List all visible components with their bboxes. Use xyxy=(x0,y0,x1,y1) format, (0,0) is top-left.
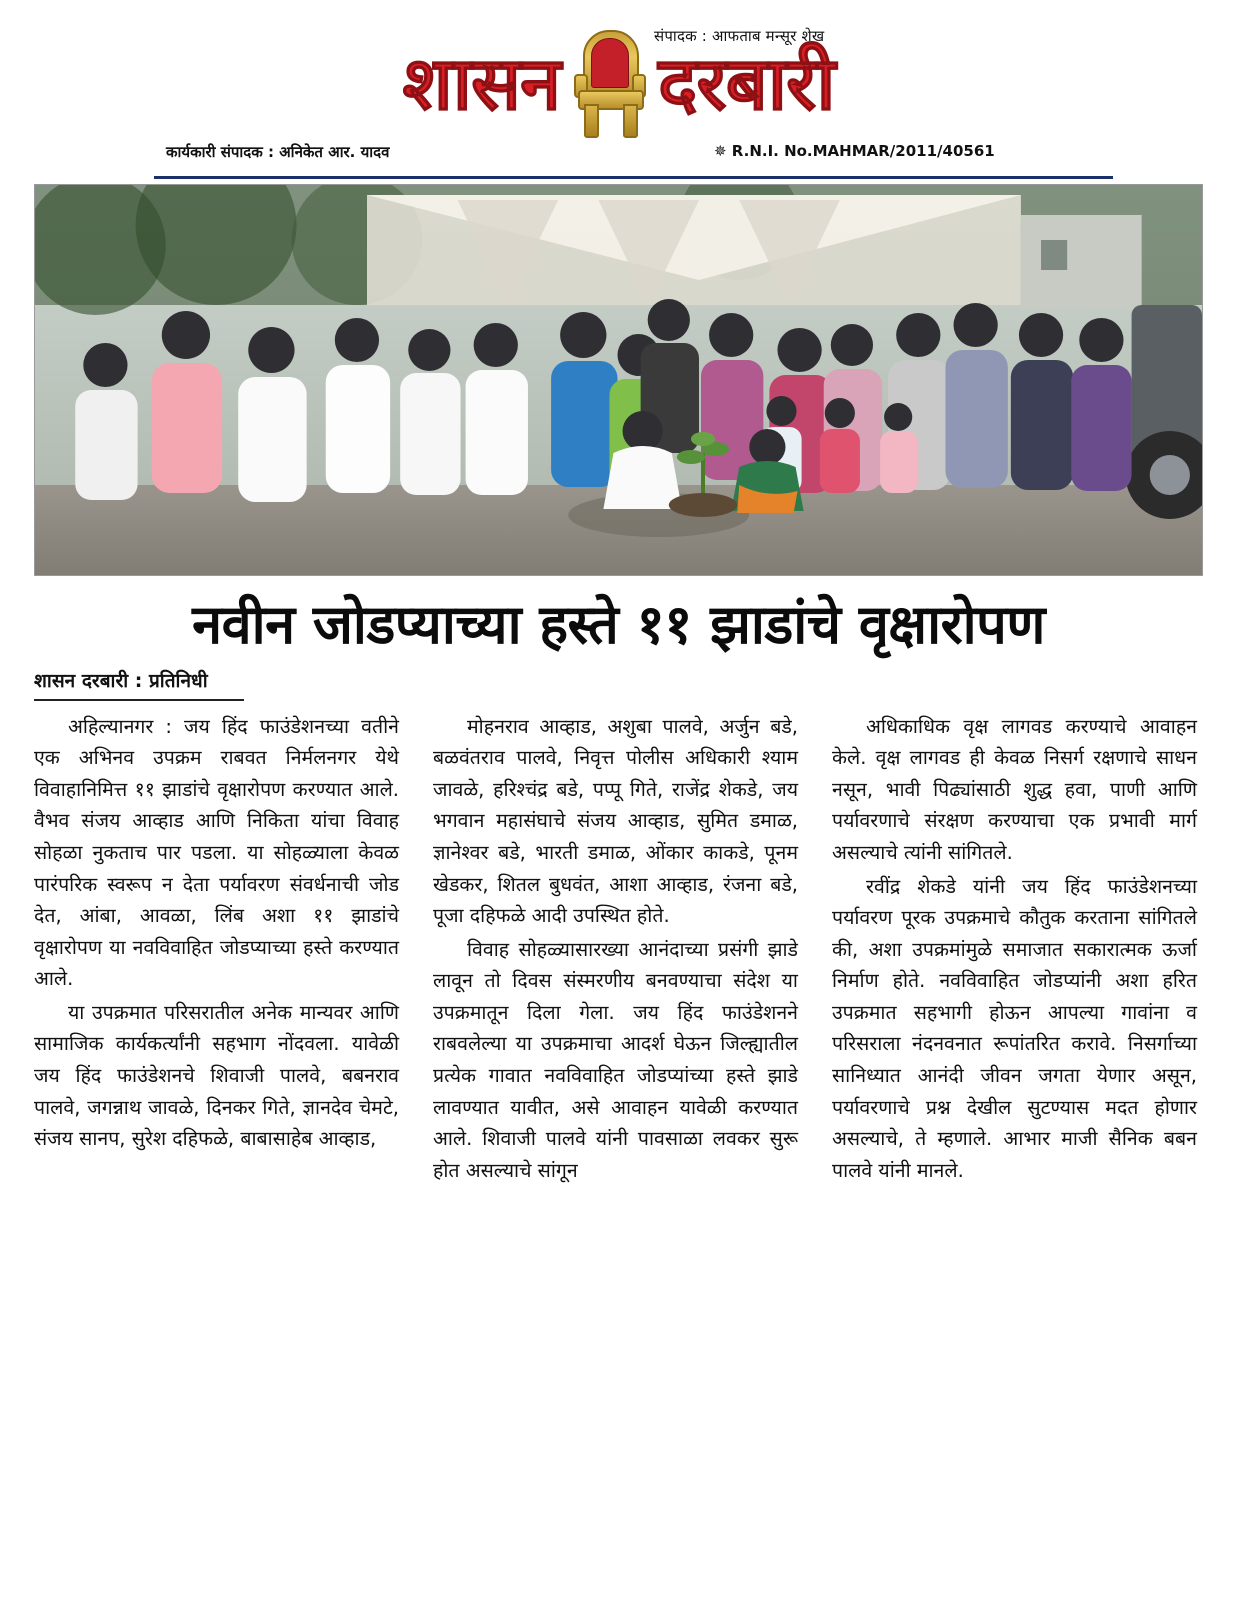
article-column-3 xyxy=(832,711,1197,1189)
paragraph: मोहनराव आव्हाड, अशुबा पालवे, अर्जुन बडे, बळवंतराव पालवे, निवृत्त पोलीस अधिकारी श्याम जावळे, हरिश्चंद्र बडे, पप्पू गिते, राजेंद्र शेकडे, जय भगवान महासंघाचे संजय आव्हाड, सुमित डमाळ, ज्ञानेश्वर बडे, भारती डमाळ, ओंकार काकडे, पूनम खेडकर, शितल बुधवंत, आशा आव्हाड, रंजना बडे, पूजा दहिफळे आदी उपस्थित होते. xyxy=(433,714,798,928)
masthead-logo xyxy=(34,8,1203,138)
article-column-1 xyxy=(34,711,399,1189)
article-byline: शासन दरबारी : प्रतिनिधी xyxy=(34,669,208,692)
article-photo xyxy=(34,184,1203,576)
photo-illustration xyxy=(35,185,1202,575)
article-column-2 xyxy=(433,711,798,1189)
byline-divider xyxy=(34,699,244,701)
article-headline: नवीन जोडप्याच्या हस्ते ११ झाडांचे वृक्षारोपण xyxy=(192,593,1045,656)
paragraph: रवींद्र शेकडे यांनी जय हिंद फाउंडेशनच्या पर्यावरण पूरक उपक्रमाचे कौतुक करताना सांगितले की, अशा उपक्रमांमुळे समाजात सकारात्मक ऊर्जा निर्माण होते. नवविवाहित जोडप्यांनी अशा हरित उपक्रमात सहभागी होऊन आपल्या गावांना व परिसराला नंदनवनात रूपांतरित करावे. निसर्गाच्या सानिध्यात आनंदी जीवन जगता येणार असून, पर्यावरणाचे प्रश्न देखील सुटण्यास मदत होणार असल्याचे, ते म्हणाले. आभार माजी सैनिक बबन पालवे यांनी मानले. xyxy=(832,874,1197,1182)
article-columns xyxy=(34,711,1203,1189)
paragraph: या उपक्रमात परिसरातील अनेक मान्यवर आणि सामाजिक कार्यकर्त्यांनी सहभाग नोंदवला. यावेळी जय हिंद फाउंडेशनचे शिवाजी पालवे, बबनराव पालवे, जगन्नाथ जावळे, दिनकर गिते, ज्ञानदेव चेमटे, संजय सानप, सुरेश दहिफळे, बाबासाहेब आव्हाड, xyxy=(34,1000,399,1151)
logo-word-left: शासन xyxy=(402,41,561,127)
paragraph: अहिल्यानगर : जय हिंद फाउंडेशनच्या वतीने एक अभिनव उपक्रम राबवत निर्मलनगर येथे विवाहानिमित्त ११ झाडांचे वृक्षारोपण करण्यात आले. वैभव संजय आव्हाड आणि निकिता यांचा विवाह सोहळा नुकताच पार पडला. या सोहळ्याला केवळ पारंपरिक स्वरूप न देता पर्यावरण संवर्धनाची जोड देत, आंबा, आवळा, लिंब अशा ११ झाडांचे वृक्षारोपण या नवविवाहित जोडप्याच्या हस्ते करण्यात आले. xyxy=(34,714,399,991)
masthead xyxy=(34,0,1203,176)
executive-editor-label: कार्यकारी संपादक : अनिकेत आर. यादव xyxy=(166,143,390,161)
logo-word-right: दरबारी xyxy=(658,41,835,127)
rni-number: ✵ R.N.I. No.MAHMAR/2011/40561 xyxy=(714,142,995,160)
editor-label: संपादक : आफताब मन्सूर शेख xyxy=(654,27,825,45)
paragraph: अधिकाधिक वृक्ष लागवड करण्याचे आवाहन केले. वृक्ष लागवड ही केवळ निसर्ग रक्षणाचे साधन नसून, भावी पिढ्यांसाठी शुद्ध हवा, पाणी आणि पर्यावरणाचे संरक्षण करण्याचा एक प्रभावी मार्ग असल्याचे त्यांनी सांगितले. xyxy=(832,714,1197,864)
throne-icon xyxy=(570,30,648,138)
paragraph: विवाह सोहळ्यासारख्या आनंदाच्या प्रसंगी झाडे लावून तो दिवस संस्मरणीय बनवण्याचा संदेश या उपक्रमातून दिला गेला. जय हिंद फाउंडेशनने राबवलेल्या या उपक्रमाचा आदर्श घेऊन जिल्ह्यातील प्रत्येक गावात नवविवाहित जोडप्यांच्या हस्ते झाडे लावण्यात यावीत, असे आवाहन यावेळी करण्यात आले. शिवाजी पालवे यांनी पावसाळा लवकर सुरू होत असल्याचे सांगून xyxy=(433,937,798,1182)
